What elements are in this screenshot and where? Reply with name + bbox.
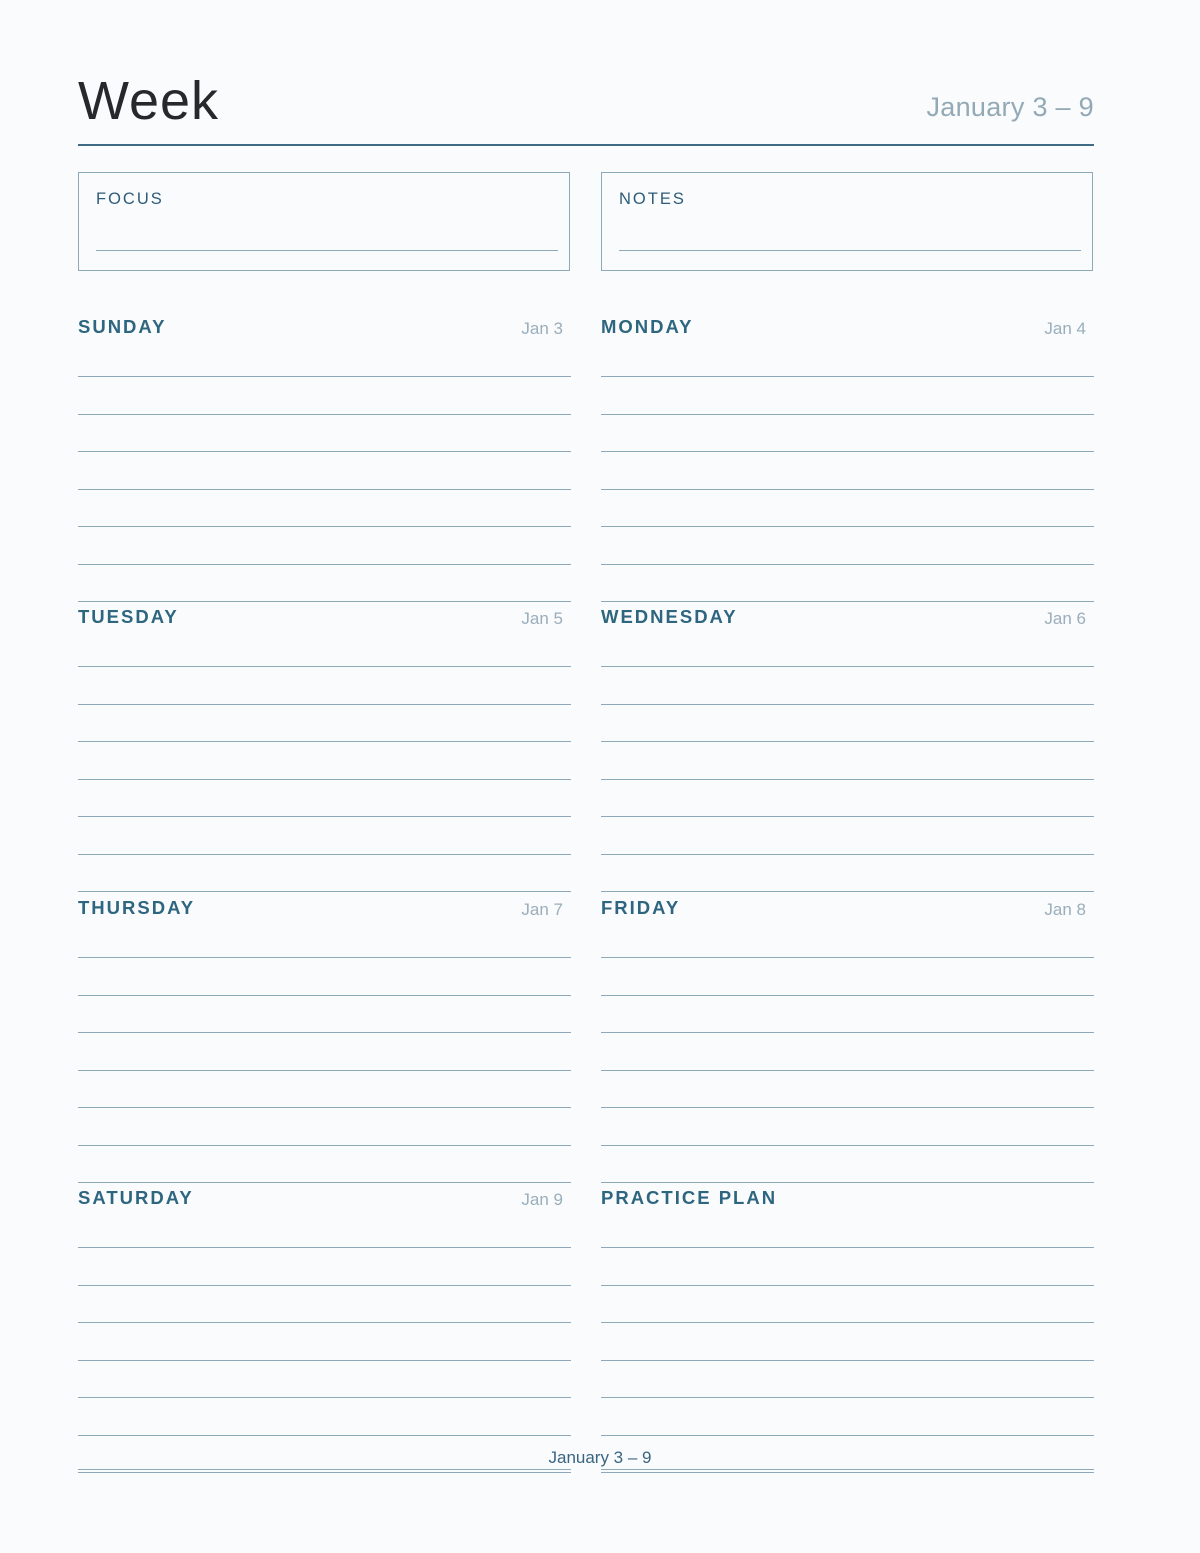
writing-line[interactable] bbox=[78, 1033, 571, 1071]
day-date: Jan 8 bbox=[1044, 900, 1086, 919]
day-name: WEDNESDAY bbox=[601, 606, 738, 627]
writing-lines[interactable] bbox=[78, 1238, 571, 1473]
writing-line[interactable] bbox=[601, 1108, 1094, 1146]
writing-line[interactable] bbox=[78, 948, 571, 958]
writing-line[interactable] bbox=[78, 780, 571, 818]
writing-line[interactable] bbox=[601, 1323, 1094, 1361]
writing-line[interactable] bbox=[78, 565, 571, 603]
footer-date-range: January 3 – 9 bbox=[548, 1448, 652, 1467]
writing-line[interactable] bbox=[78, 996, 571, 1034]
writing-line[interactable] bbox=[78, 452, 571, 490]
focus-label: FOCUS bbox=[96, 190, 164, 208]
writing-line[interactable] bbox=[78, 742, 571, 780]
writing-line[interactable] bbox=[78, 1361, 571, 1399]
writing-lines[interactable] bbox=[601, 367, 1094, 602]
writing-line[interactable] bbox=[601, 657, 1094, 667]
day-name: THURSDAY bbox=[78, 897, 196, 918]
writing-line[interactable] bbox=[601, 367, 1094, 377]
day-header bbox=[601, 316, 1094, 346]
day-name: SUNDAY bbox=[78, 316, 167, 337]
writing-line[interactable] bbox=[78, 415, 571, 453]
focus-writing-line bbox=[96, 250, 558, 251]
writing-line[interactable] bbox=[78, 705, 571, 743]
day-date: Jan 6 bbox=[1044, 609, 1086, 628]
writing-line[interactable] bbox=[78, 657, 571, 667]
day-header bbox=[78, 316, 571, 346]
writing-line[interactable] bbox=[601, 780, 1094, 818]
footer-rule-right bbox=[601, 1469, 1094, 1470]
writing-line[interactable] bbox=[601, 948, 1094, 958]
day-name: FRIDAY bbox=[601, 897, 681, 918]
day-date: Jan 3 bbox=[521, 319, 563, 338]
day-date: Jan 9 bbox=[521, 1190, 563, 1209]
writing-line[interactable] bbox=[78, 1323, 571, 1361]
writing-lines[interactable] bbox=[78, 367, 571, 602]
section-header bbox=[601, 1187, 1094, 1217]
writing-line[interactable] bbox=[78, 367, 571, 377]
day-header bbox=[78, 897, 571, 927]
section-name: PRACTICE PLAN bbox=[601, 1187, 778, 1208]
writing-line[interactable] bbox=[78, 1286, 571, 1324]
writing-line[interactable] bbox=[601, 377, 1094, 415]
notes-label: NOTES bbox=[619, 190, 686, 208]
writing-line[interactable] bbox=[601, 855, 1094, 893]
writing-line[interactable] bbox=[601, 1248, 1094, 1286]
day-name: MONDAY bbox=[601, 316, 694, 337]
writing-line[interactable] bbox=[601, 817, 1094, 855]
day-date: Jan 4 bbox=[1044, 319, 1086, 338]
day-date: Jan 7 bbox=[521, 900, 563, 919]
header-rule bbox=[78, 144, 1094, 146]
writing-line[interactable] bbox=[601, 1398, 1094, 1436]
day-date: Jan 5 bbox=[521, 609, 563, 628]
writing-line[interactable] bbox=[78, 958, 571, 996]
writing-line[interactable] bbox=[601, 1071, 1094, 1109]
focus-box[interactable] bbox=[78, 172, 570, 271]
writing-lines[interactable] bbox=[601, 948, 1094, 1183]
writing-lines[interactable] bbox=[78, 657, 571, 892]
writing-line[interactable] bbox=[78, 855, 571, 893]
writing-line[interactable] bbox=[601, 667, 1094, 705]
writing-line[interactable] bbox=[601, 1033, 1094, 1071]
writing-line[interactable] bbox=[601, 452, 1094, 490]
writing-line[interactable] bbox=[78, 1108, 571, 1146]
writing-line[interactable] bbox=[78, 490, 571, 528]
notes-writing-line bbox=[619, 250, 1081, 251]
date-range: January 3 – 9 bbox=[926, 92, 1094, 122]
writing-line[interactable] bbox=[78, 1071, 571, 1109]
writing-lines[interactable] bbox=[78, 948, 571, 1183]
footer-rule-left bbox=[78, 1469, 571, 1470]
writing-lines[interactable] bbox=[601, 1238, 1094, 1473]
writing-line[interactable] bbox=[601, 996, 1094, 1034]
day-header bbox=[601, 606, 1094, 636]
writing-line[interactable] bbox=[601, 1361, 1094, 1399]
day-header bbox=[78, 606, 571, 636]
writing-line[interactable] bbox=[601, 1146, 1094, 1184]
page-title: Week bbox=[78, 71, 220, 131]
notes-box[interactable] bbox=[601, 172, 1093, 271]
writing-line[interactable] bbox=[601, 490, 1094, 528]
writing-line[interactable] bbox=[601, 742, 1094, 780]
writing-line[interactable] bbox=[78, 667, 571, 705]
day-name: SATURDAY bbox=[78, 1187, 194, 1208]
writing-line[interactable] bbox=[78, 1238, 571, 1248]
writing-line[interactable] bbox=[601, 1238, 1094, 1248]
writing-line[interactable] bbox=[78, 377, 571, 415]
writing-lines[interactable] bbox=[601, 657, 1094, 892]
day-name: TUESDAY bbox=[78, 606, 179, 627]
writing-line[interactable] bbox=[601, 527, 1094, 565]
writing-line[interactable] bbox=[78, 1398, 571, 1436]
day-header bbox=[78, 1187, 571, 1217]
writing-line[interactable] bbox=[78, 527, 571, 565]
writing-line[interactable] bbox=[78, 1248, 571, 1286]
writing-line[interactable] bbox=[601, 705, 1094, 743]
writing-line[interactable] bbox=[601, 1286, 1094, 1324]
day-header bbox=[601, 897, 1094, 927]
writing-line[interactable] bbox=[601, 958, 1094, 996]
writing-line[interactable] bbox=[78, 817, 571, 855]
writing-line[interactable] bbox=[601, 565, 1094, 603]
writing-line[interactable] bbox=[601, 415, 1094, 453]
writing-line[interactable] bbox=[78, 1146, 571, 1184]
